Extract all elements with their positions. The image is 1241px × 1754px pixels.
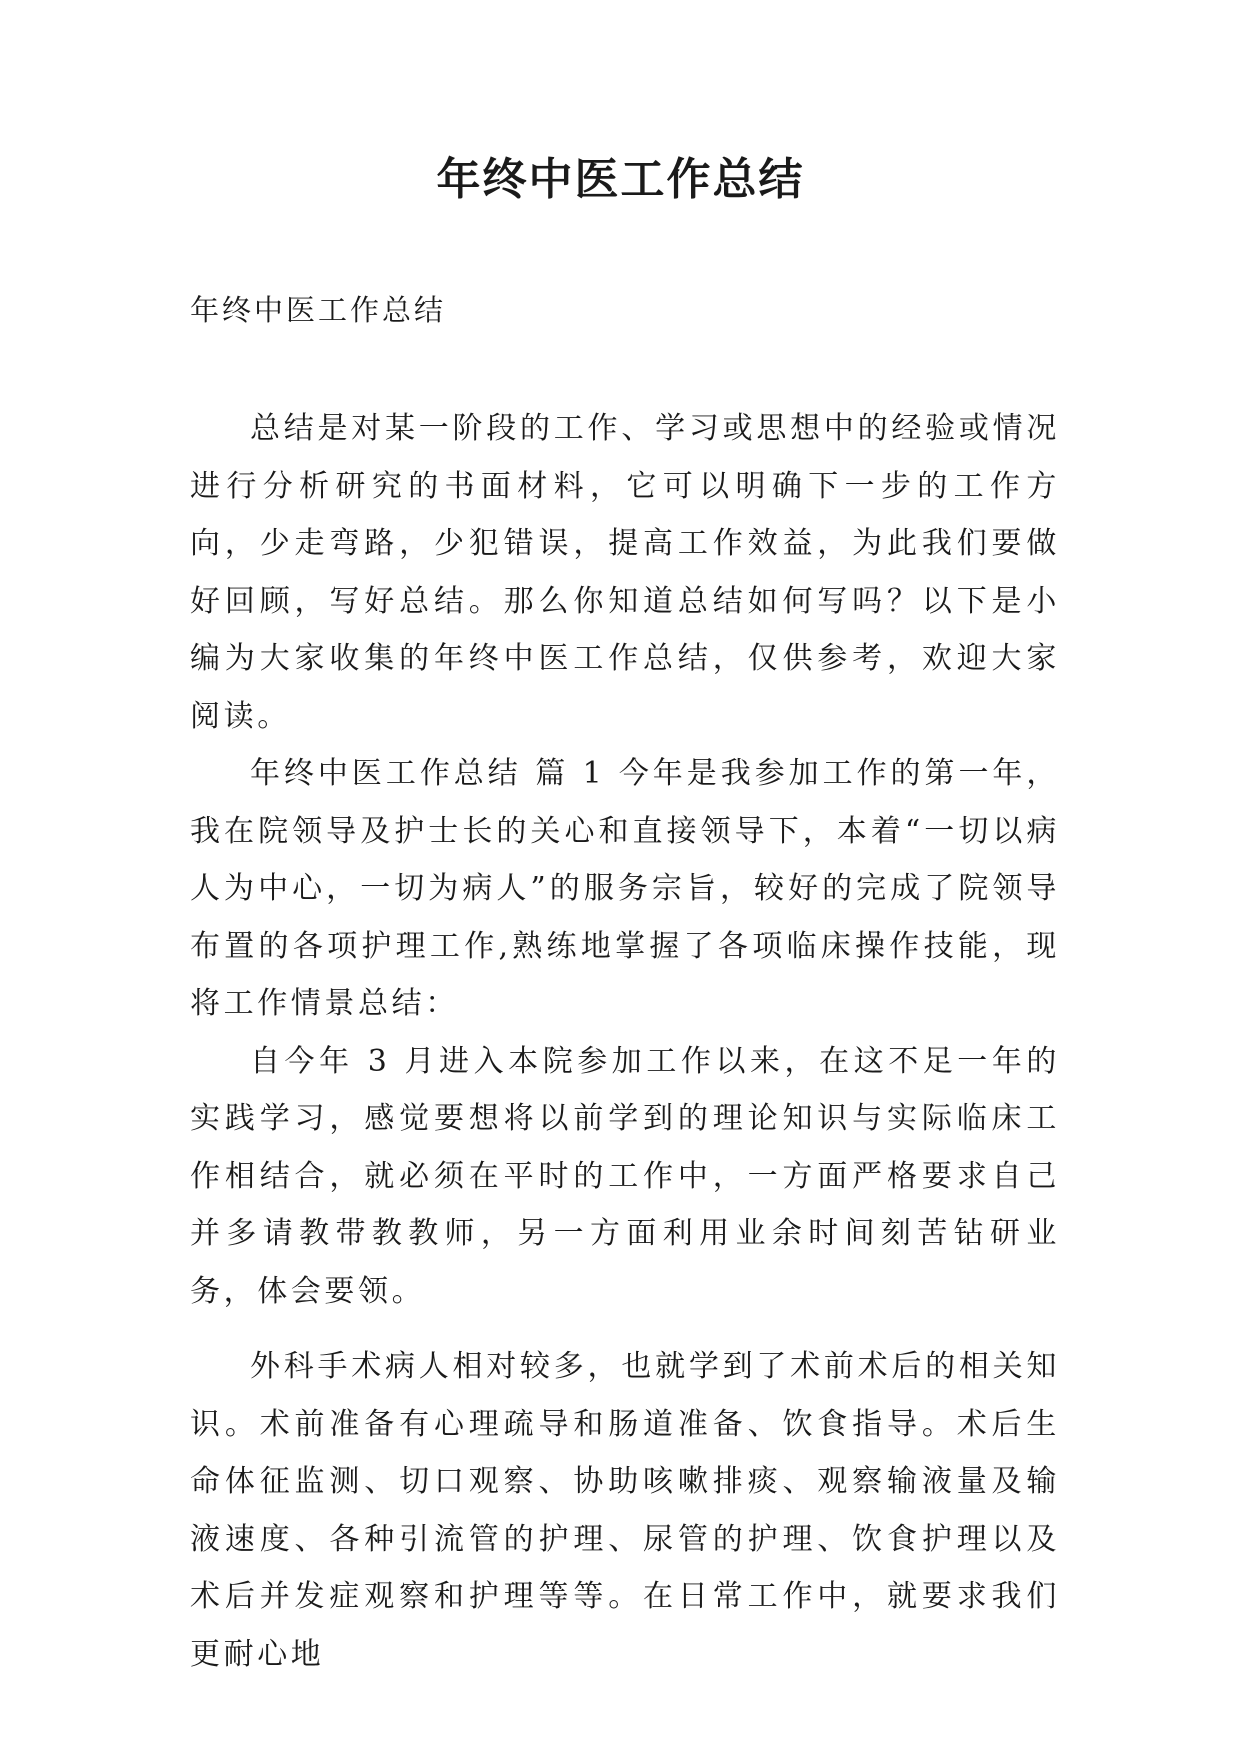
document-body: [190, 400, 1060, 1683]
document-title: 年终中医工作总结: [436, 154, 805, 205]
paragraph-section-1: 年终中医工作总结 篇 1 今年是我参加工作的第一年，我在院领导及护士长的关心和直接领导下，本着“一切以病人为中心，一切为病人”的服务宗旨，较好的完成了院领导布置的各项护理工作,熟练地掌握了各项临床操作技能，现将工作情景总结：: [190, 756, 1060, 1021]
document-subtitle: 年终中医工作总结: [190, 293, 447, 327]
paragraph-intro: 总结是对某一阶段的工作、学习或思想中的经验或情况进行分析研究的书面材料，它可以明确下一步的工作方向，少走弯路，少犯错误，提高工作效益，为此我们要做好回顾，写好总结。那么你知道总结如何写吗？以下是小编为大家收集的年终中医工作总结，仅供参考，欢迎大家阅读。: [190, 411, 1060, 734]
paragraph-work-start: 自今年 3 月进入本院参加工作以来，在这不足一年的实践学习，感觉要想将以前学到的理论知识与实际临床工作相结合，就必须在平时的工作中，一方面严格要求自己并多请教带教教师，另一方面利用业余时间刻苦钻研业务，体会要领。: [190, 1043, 1060, 1309]
paragraph-surgery: 外科手术病人相对较多，也就学到了术前术后的相关知识。术前准备有心理疏导和肠道准备、饮食指导。术后生命体征监测、切口观察、协助咳嗽排痰、观察输液量及输液速度、各种引流管的护理、尿管的护理、饮食护理以及术后并发症观察和护理等等。在日常工作中，就要求我们更耐心地: [190, 1349, 1060, 1672]
